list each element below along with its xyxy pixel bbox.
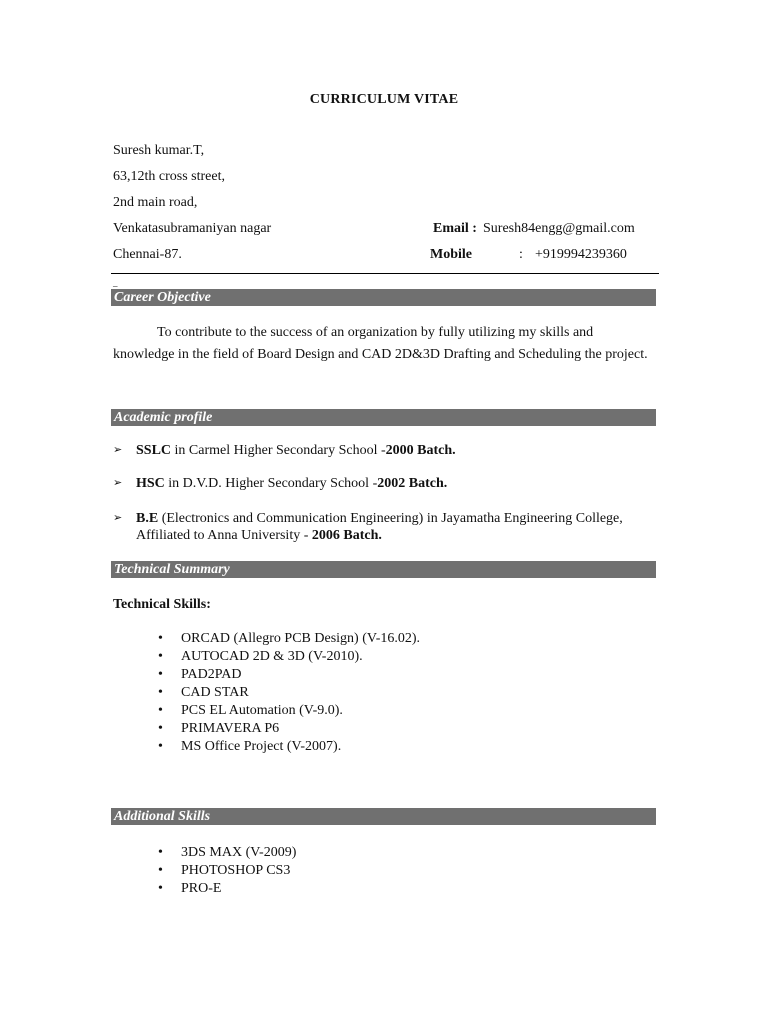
bullet-icon: • [158,685,163,700]
mobile-label: Mobile [430,247,472,262]
academic-item-be [113,510,658,546]
section-heading-technical-summary: Technical Summary [111,561,656,578]
address-city: Chennai-87. [113,247,182,262]
academic-degree: SSLC [136,443,172,458]
bullet-icon: • [158,631,163,646]
academic-detail: (Electronics and Communication Engineering) in Jayamatha Engineering College, Affiliated to Anna University - [136,511,623,543]
skill-label: PRIMAVERA P6 [181,721,280,736]
academic-detail: in D.V.D. Higher Secondary School - [164,476,378,491]
mobile-separator: : [519,247,523,262]
skill-label: PAD2PAD [181,667,242,682]
skill-label: 3DS MAX (V-2009) [181,845,297,860]
section-heading-additional-skills: Additional Skills [111,808,656,825]
skill-label: AUTOCAD 2D & 3D (V-2010). [181,649,363,664]
academic-degree: B.E [136,511,159,526]
bullet-icon: • [158,739,163,754]
address-line-2: 2nd main road, [113,195,198,210]
arrow-bullet-icon: ➢ [113,444,123,456]
bullet-icon: • [158,649,163,664]
document-title: CURRICULUM VITAE [309,92,459,107]
skill-label: MS Office Project (V-2007). [181,739,342,754]
email-value: Suresh84engg@gmail.com [483,221,635,236]
academic-batch: 2000 Batch. [385,443,456,458]
technical-skills-subheading: Technical Skills: [113,597,211,612]
section-heading-academic-profile: Academic profile [111,409,656,426]
address-line-3: Venkatasubramaniyan nagar [113,221,272,236]
address-line-1: 63,12th cross street, [113,169,225,184]
header-divider [111,273,659,274]
career-objective-body: To contribute to the success of an organization by fully utilizing my skills and knowledge in the field of Board Design and CAD 2D&3D Drafting and Scheduling the project. [113,325,648,362]
stray-mark: _ [113,278,118,288]
academic-batch: 2006 Batch. [311,528,382,543]
bullet-icon: • [158,703,163,718]
skill-label: PHOTOSHOP CS3 [181,863,291,878]
academic-item-sslc [113,442,658,460]
arrow-bullet-icon: ➢ [113,477,123,489]
skill-label: CAD STAR [181,685,249,700]
bullet-icon: • [158,667,163,682]
career-objective-text [113,322,658,366]
skill-label: ORCAD (Allegro PCB Design) (V-16.02). [181,631,421,646]
academic-degree: HSC [136,476,165,491]
applicant-name: Suresh kumar.T, [113,143,205,158]
skill-label: PRO-E [181,881,222,896]
academic-item-hsc [113,475,658,493]
bullet-icon: • [158,845,163,860]
bullet-icon: • [158,863,163,878]
mobile-value: +919994239360 [535,247,627,262]
academic-detail: in Carmel Higher Secondary School - [171,443,386,458]
academic-batch: 2002 Batch. [377,476,448,491]
email-label: Email : [433,221,477,236]
section-heading-career-objective: Career Objective [111,289,656,306]
bullet-icon: • [158,881,163,896]
arrow-bullet-icon: ➢ [113,512,123,524]
skill-label: PCS EL Automation (V-9.0). [181,703,343,718]
bullet-icon: • [158,721,163,736]
